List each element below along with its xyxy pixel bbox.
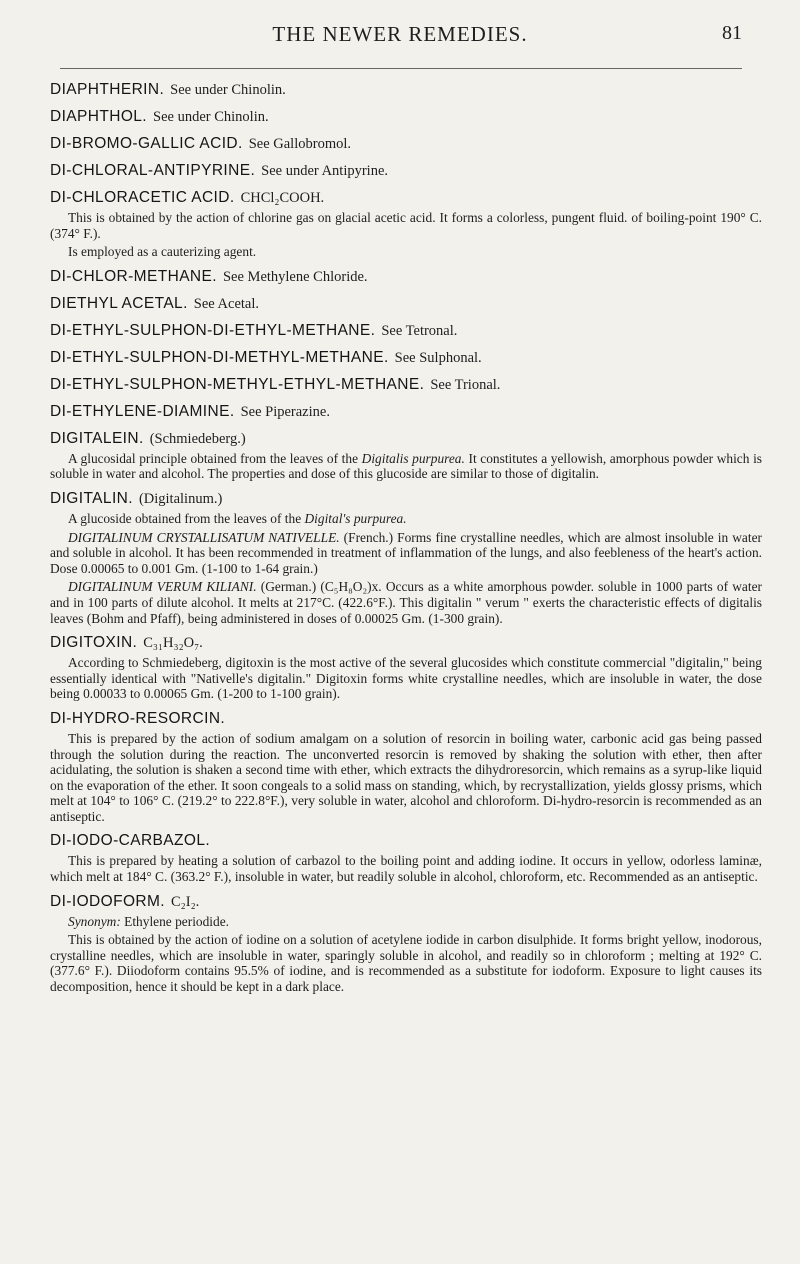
entry-description: This is prepared by the action of sodium amalgam on a solution of resorcin in boiling water, carbonic acid gas being passed through the solution during the reaction. The unconverted resorcin is removed by shaking the solution with ether, then after acidulating, the solution is shaken a second time with ether, which extracts the dihydroresorcin, which remains as a syrup-like liquid on the evaporation of the ether. It soon congeals to a solid mass on standing, which, by recrystallization, yields glossy prisms, which melt at 104° to 106° C. (219.2° to 222.8°F.), very soluble in water, alcohol and chloroform. Di-hydro-resorcin is recommended as an antiseptic.	[50, 730, 762, 824]
entry-di-chloracetic-acid	[50, 188, 762, 260]
entry-term: DI-ETHYL-SULPHON-METHYL-ETHYL-METHANE.	[50, 375, 425, 393]
entry-formula: C₃₁H₃₂O₇.	[143, 635, 203, 652]
entry-di-ethylene-diamine	[50, 402, 762, 422]
entry-term: DI-ETHYL-SULPHON-DI-METHYL-METHANE.	[50, 348, 389, 366]
header-rule	[60, 68, 742, 69]
entry-reference: See Gallobromol.	[248, 136, 352, 152]
entry-description: A glucosidal principle obtained from the leaves of the Digitalis purpurea. It constitutes a yellowish, amorphous powder which is soluble in water and alcohol. The properties and dose of this glucoside are similar to those of digitalin.	[50, 450, 762, 482]
entry-reference: See under Antipyrine.	[261, 163, 389, 179]
entry-tetronal	[50, 321, 762, 341]
entry-reference: See Acetal.	[193, 295, 260, 312]
entry-term: DIAPHTHOL.	[50, 108, 148, 125]
entry-di-iodo-carbazol	[50, 831, 762, 884]
entry-term: DI-CHLORAL-ANTIPYRINE.	[50, 162, 256, 179]
entry-reference: See Sulphonal.	[394, 349, 482, 366]
entry-description: According to Schmiedeberg, digitoxin is the most active of the several glucosides which constitute commercial "digitalin," being essentially identical with "Nativelle's digitalin." Digitoxin forms white crystalline needles, which are insoluble in water, the dose being 0.00033 to 0.00065 Gm. (1-200 to 1-100 grain).	[50, 655, 762, 702]
page-number: 81	[722, 22, 742, 44]
entry-reference: (Schmiedeberg.)	[149, 430, 246, 447]
entry-reference: (Digitalinum.)	[138, 490, 223, 507]
entry-digitalein	[50, 429, 762, 482]
entry-diethyl-acetal	[50, 294, 762, 314]
entry-term: DIAPHTHERIN.	[50, 81, 165, 98]
entry-synonym: Synonym: Ethylene periodide.	[68, 913, 230, 929]
entry-sulphonal	[50, 348, 762, 368]
entry-term: DI-ETHYLENE-DIAMINE.	[50, 402, 235, 420]
entry-term: DIGITALIN.	[50, 489, 133, 507]
entry-diaphtherin	[50, 80, 762, 100]
running-head	[0, 16, 800, 56]
entry-diaphthol	[50, 107, 762, 127]
entry-reference: See Piperazine.	[240, 403, 330, 420]
entry-term: DIETHYL ACETAL.	[50, 294, 188, 312]
entry-di-iodoform	[50, 892, 762, 995]
entry-term: DIGITOXIN.	[50, 634, 138, 652]
entry-reference: See Methylene Chloride.	[222, 268, 368, 285]
entry-term: DI-CHLOR-METHANE.	[50, 267, 217, 285]
entry-digitalin	[50, 489, 762, 626]
running-title: THE NEWER REMEDIES.	[272, 22, 528, 46]
entry-term: DI-IODO-CARBAZOL.	[50, 832, 211, 850]
entry-term: DI-IODOFORM.	[50, 892, 166, 910]
entry-term: DI-ETHYL-SULPHON-DI-ETHYL-METHANE.	[50, 321, 376, 339]
entry-trional	[50, 375, 762, 395]
entry-term: DI-BROMO-GALLIC ACID.	[50, 135, 243, 152]
entry-reference: See under Chinolin.	[153, 109, 269, 125]
entry-description: A glucoside obtained from the leaves of the Digital's purpurea.	[68, 510, 407, 526]
entry-digitoxin	[50, 633, 762, 702]
entry-reference: See Trional.	[430, 376, 501, 393]
entry-term: DI-HYDRO-RESORCIN.	[50, 709, 226, 727]
entry-reference: See Tetronal.	[381, 322, 458, 339]
entry-variant-french: DIGITALINUM CRYSTALLISATUM NATIVELLE. (French.) Forms fine crystalline needles, which are almost insoluble in water and soluble in alcohol. It has been recommended in treatment of inflammation of the lungs, and also feebleness of the heart's action. Dose 0.00065 to 0.001 Gm. (1-100 to 1-64 grain.)	[50, 529, 762, 576]
entry-reference: See under Chinolin.	[170, 82, 286, 98]
entry-di-bromo-gallic-acid	[50, 134, 762, 154]
entry-usage: Is employed as a cauterizing agent.	[68, 244, 257, 260]
entry-description: This is obtained by the action of chlorine gas on glacial acetic acid. It forms a colorless, pungent fluid. of boiling-point 190° C. (374° F.).	[50, 210, 762, 241]
entry-description: This is prepared by heating a solution of carbazol to the boiling point and adding iodine. It occurs in yellow, odorless laminæ, which melt at 184° C. (363.2° F.), insoluble in water, but readily soluble in alcohol, chloroform, etc. Recommended as an antiseptic.	[50, 853, 762, 885]
entry-term: DIGITALEIN.	[50, 429, 144, 447]
entry-formula: C₂I₂.	[171, 893, 200, 910]
entry-di-hydro-resorcin	[50, 709, 762, 825]
entry-formula: CHCl₂COOH.	[240, 190, 325, 206]
entry-di-chlor-methane	[50, 267, 762, 287]
entry-di-chloral-antipyrine	[50, 161, 762, 181]
entry-term: DI-CHLORACETIC ACID.	[50, 189, 235, 206]
entry-description: This is obtained by the action of iodine on a solution of acetylene iodide in carbon disulphide. It forms bright yellow, inodorous, crystalline needles, which are insoluble in water, sparingly soluble in alcohol, and readily so in chloroform ; melting at 192° C. (377.6° F.). Diiodoform contains 95.5% of iodine, and is recommended as a substitute for iodoform. Exposure to light causes its decomposition, hence it should be kept in a dark place.	[50, 932, 762, 995]
entry-variant-german: DIGITALINUM VERUM KILIANI. (German.) (C₅H₈O₂)x. Occurs as a white amorphous powder. soluble in 1000 parts of water and in 100 parts of dilute alcohol. It melts at 217°C. (422.6°F.). This digitalin " verum " exerts the characteristic effects of digitalis leaves (Bohm and Pfaff), being administered in doses of 0.00025 Gm. (1-300 grain).	[50, 579, 763, 626]
dictionary-entries	[50, 80, 762, 1002]
